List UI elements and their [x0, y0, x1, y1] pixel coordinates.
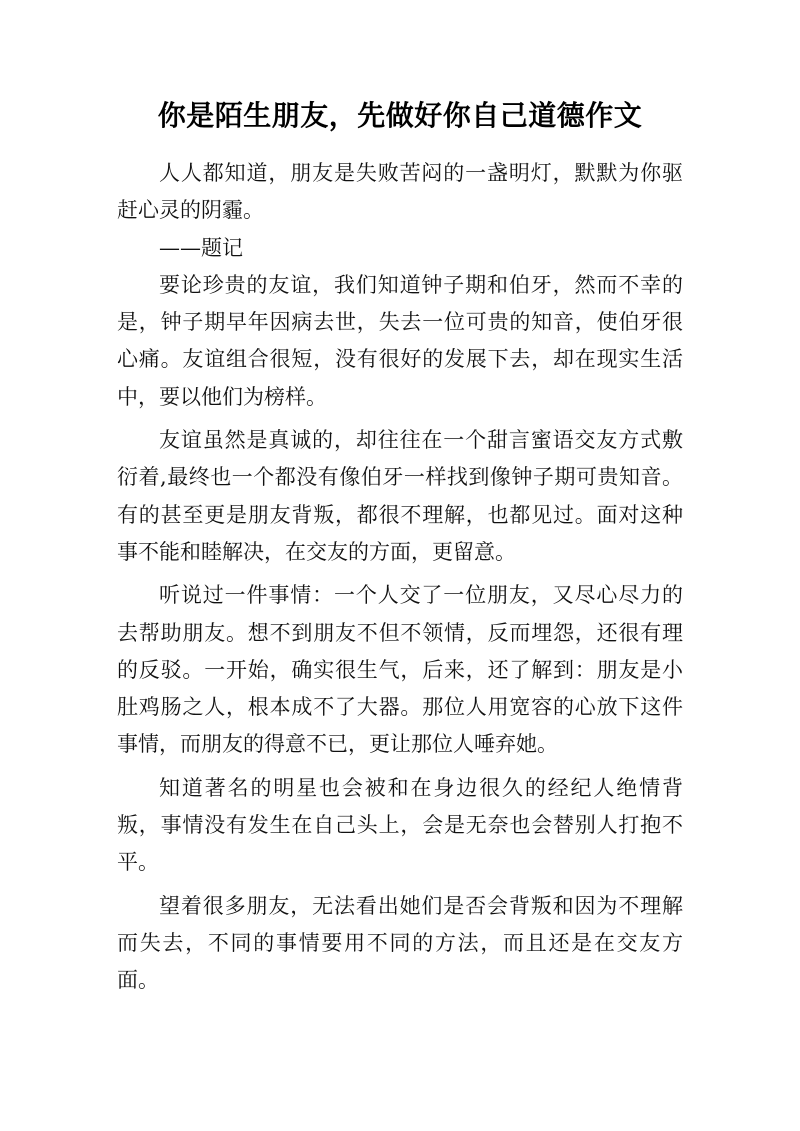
paragraph-inscription: ——题记 [159, 235, 243, 260]
paragraph-sincerity: 友谊虽然是真诚的，却往往在一个甜言蜜语交友方式敷衍着,最终也一个都没有像伯牙一样找到像钟子期可贵知音。有的甚至更是朋友背叛，都很不理解，也都见过。面对这种事不能和睦解决，在交友的方面，更留意。 [117, 428, 683, 564]
paragraph-conclusion: 望着很多朋友，无法看出她们是否会背叛和因为不理解而失去，不同的事情要用不同的方法，而且还是在交友方面。 [117, 893, 683, 993]
paragraph-friendship-legend: 要论珍贵的友谊，我们知道钟子期和伯牙，然而不幸的是，钟子期早年因病去世，失去一位可贵的知音，使伯牙很心痛。友谊组合很短，没有很好的发展下去，却在现实生活中，要以他们为榜样。 [117, 272, 683, 409]
essay-body [117, 155, 683, 1000]
essay-title: 你是陌生朋友，先做好你自己道德作文 [157, 99, 643, 132]
paragraph-intro: 人人都知道，朋友是失败苦闷的一盏明灯，默默为你驱赶心灵的阴霾。 [117, 161, 683, 223]
paragraph-celebrity: 知道著名的明星也会被和在身边很久的经纪人绝情背叛，事情没有发生在自己头上，会是无奈也会替别人打抱不平。 [117, 775, 683, 875]
paragraph-story: 听说过一件事情：一个人交了一位朋友，又尽心尽力的去帮助朋友。想不到朋友不但不领情，反而埋怨，还很有理的反驳。一开始，确实很生气，后来，还了解到：朋友是小肚鸡肠之人，根本成不了大器。那位人用宽容的心放下这件事情，而朋友的得意不已，更让那位人唾弃她。 [117, 583, 683, 757]
